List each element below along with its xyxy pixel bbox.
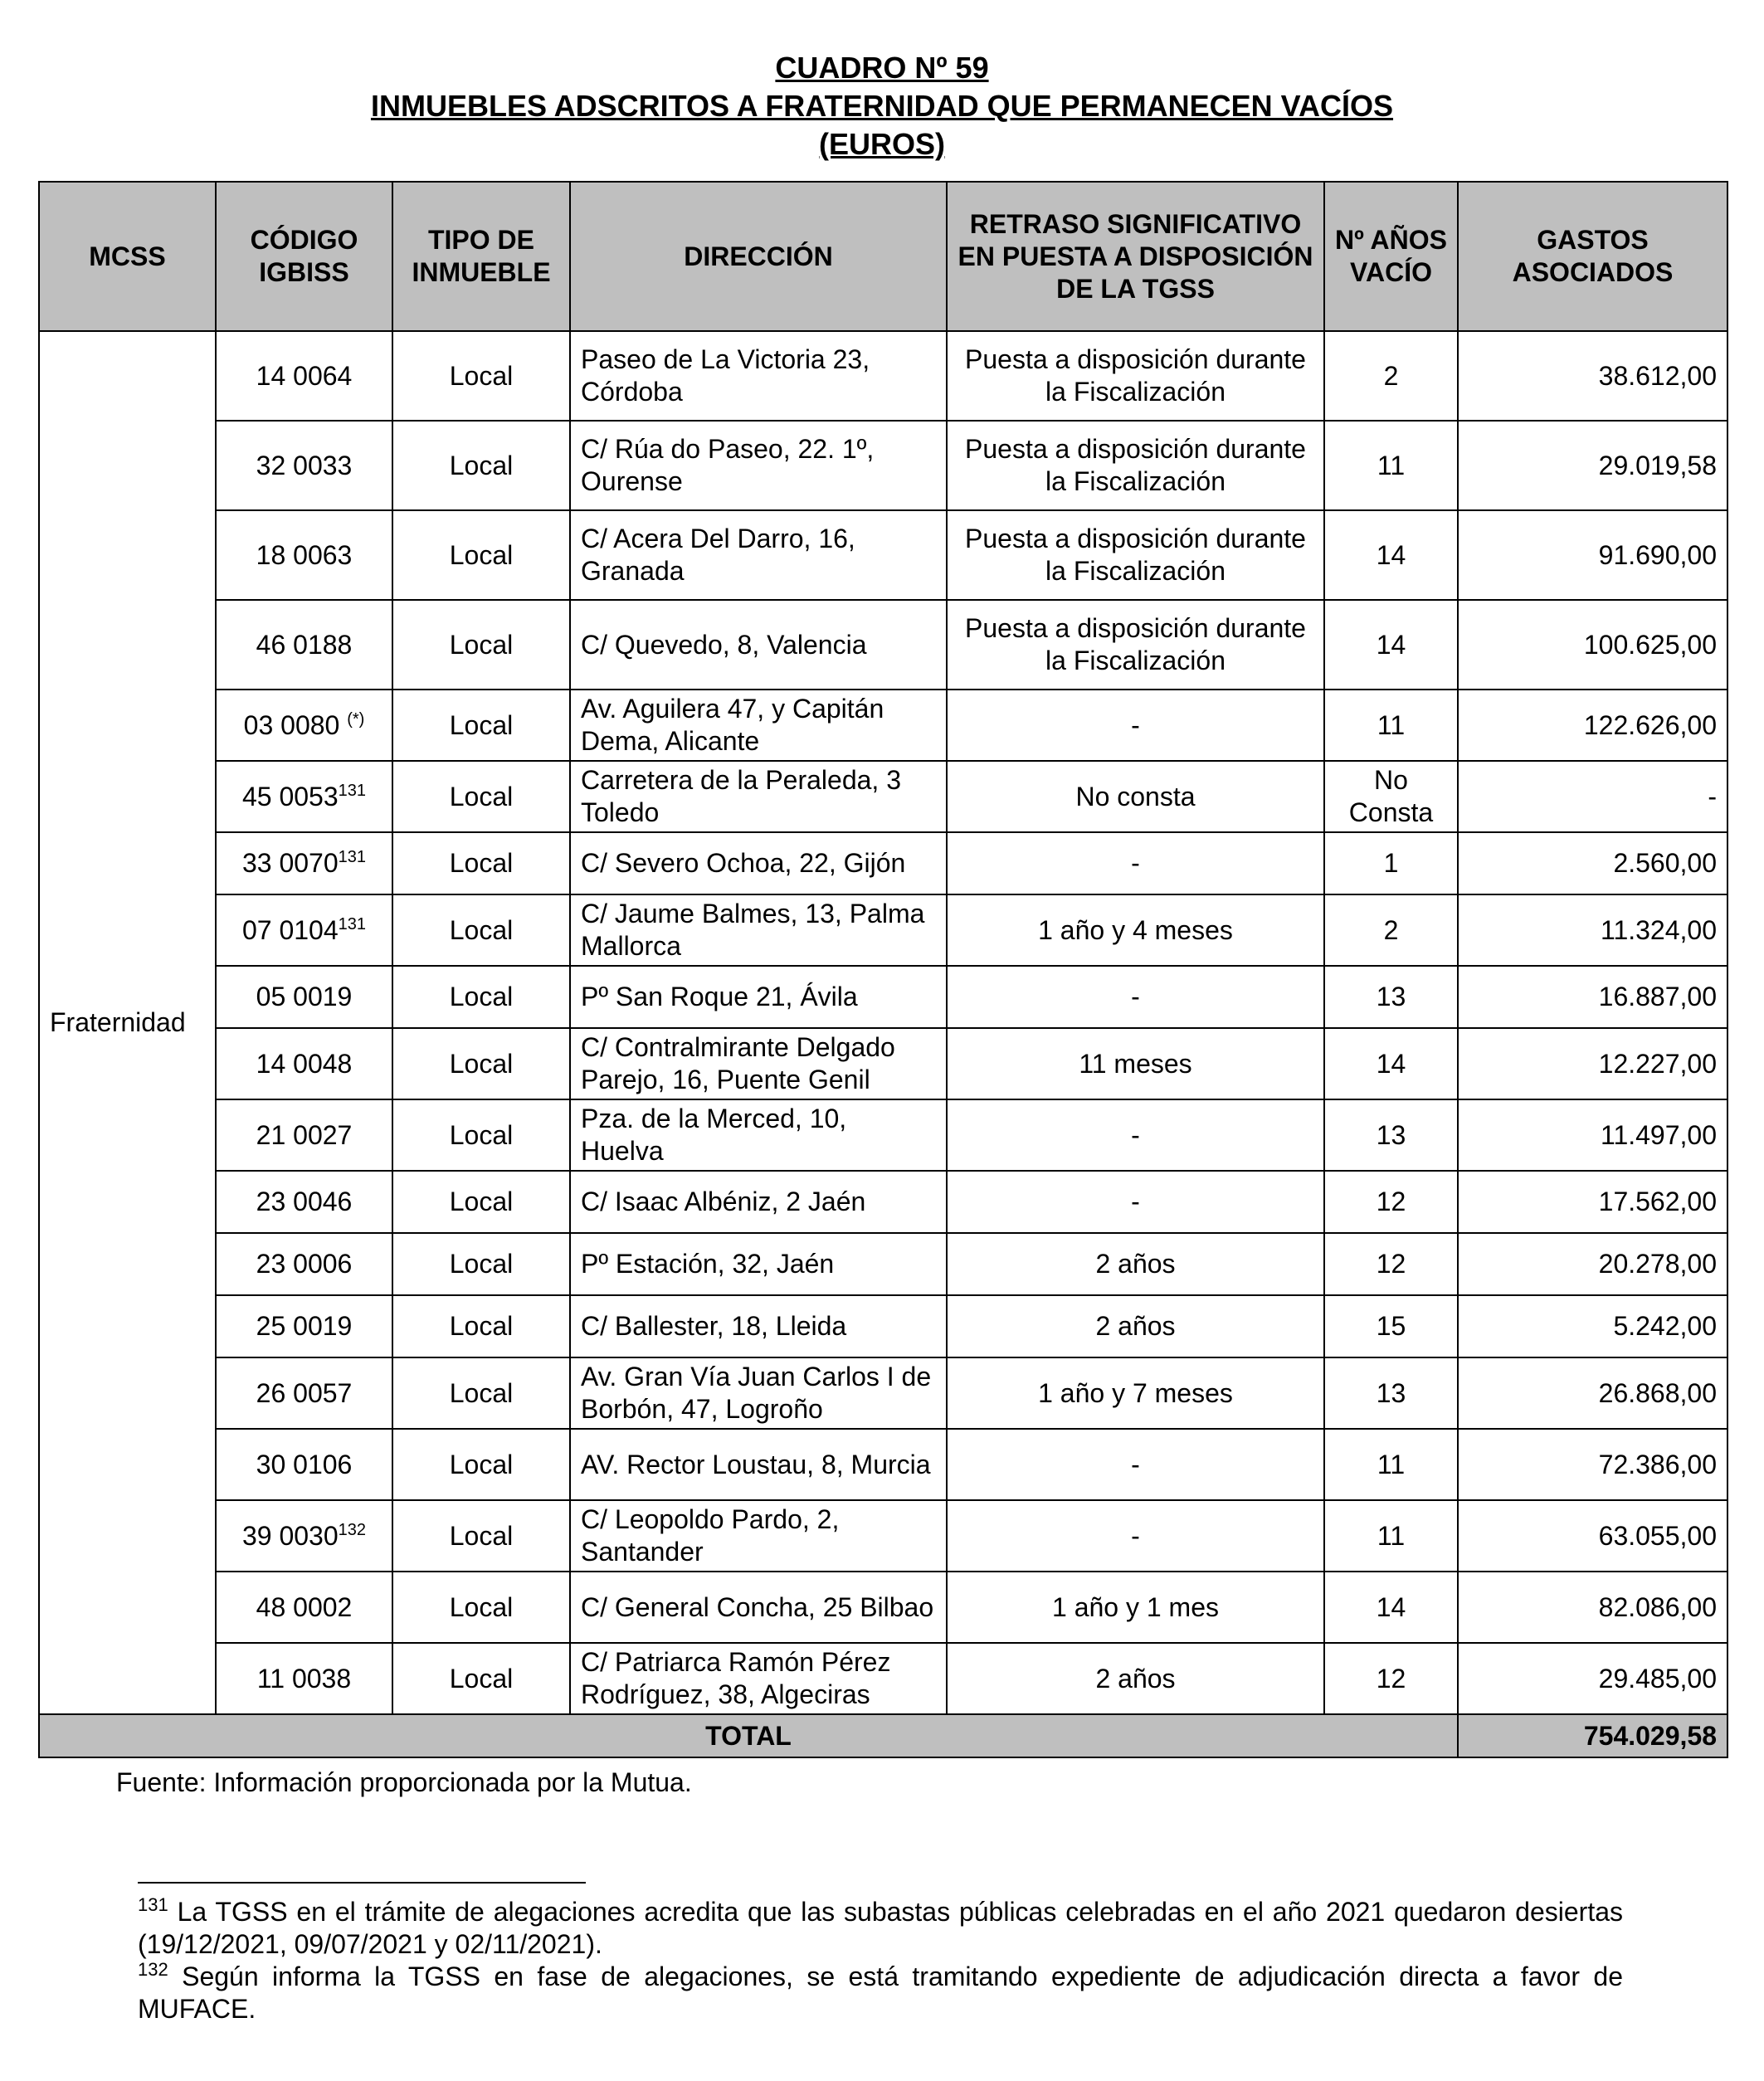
codigo-cell	[216, 1099, 392, 1171]
direccion-cell: C/ Quevedo, 8, Valencia	[570, 600, 947, 690]
anos-cell: 14	[1324, 1028, 1458, 1099]
anos-cell: 11	[1324, 690, 1458, 761]
retraso-cell: 11 meses	[947, 1028, 1324, 1099]
footnote-ref: 131	[338, 848, 367, 866]
footnote-number: 131	[138, 1894, 168, 1915]
table-row	[39, 690, 1727, 761]
anos-cell: 12	[1324, 1643, 1458, 1714]
footnote-text: La TGSS en el trámite de alegaciones acredita que las subastas públicas celebradas en el año 2021 quedaron desiertas (19/12/2021, 09/07/2021 y 02/11/2021).	[138, 1897, 1623, 1959]
codigo-value: 14 0064	[256, 360, 353, 391]
anos-cell: 14	[1324, 600, 1458, 690]
gastos-cell: 26.868,00	[1458, 1357, 1727, 1429]
table-row	[39, 1171, 1727, 1233]
anos-cell: 11	[1324, 421, 1458, 510]
codigo-value: 46 0188	[256, 629, 353, 660]
retraso-cell: -	[947, 690, 1324, 761]
footnote-131	[138, 1896, 1623, 1961]
codigo-cell	[216, 1171, 392, 1233]
anos-cell: No Consta	[1324, 761, 1458, 832]
tipo-cell: Local	[392, 1429, 570, 1500]
gastos-cell: 12.227,00	[1458, 1028, 1727, 1099]
table-row	[39, 331, 1727, 421]
tipo-cell: Local	[392, 1295, 570, 1357]
direccion-cell: Pº San Roque 21, Ávila	[570, 966, 947, 1028]
gastos-cell: 63.055,00	[1458, 1500, 1727, 1572]
properties-table	[38, 181, 1728, 1758]
codigo-value: 25 0019	[256, 1311, 353, 1341]
footnote-separator	[138, 1882, 586, 1884]
codigo-value: 07 0104	[241, 914, 339, 945]
codigo-cell	[216, 1572, 392, 1643]
codigo-value: 30 0106	[256, 1449, 353, 1479]
codigo-value: 26 0057	[256, 1377, 353, 1408]
total-row	[39, 1714, 1727, 1757]
direccion-cell: AV. Rector Loustau, 8, Murcia	[570, 1429, 947, 1500]
tipo-cell: Local	[392, 894, 570, 966]
retraso-cell: 2 años	[947, 1233, 1324, 1295]
direccion-cell: C/ Leopoldo Pardo, 2, Santander	[570, 1500, 947, 1572]
table-row	[39, 832, 1727, 894]
table-row	[39, 1233, 1727, 1295]
gastos-cell: 122.626,00	[1458, 690, 1727, 761]
retraso-cell: -	[947, 966, 1324, 1028]
gastos-cell: 38.612,00	[1458, 331, 1727, 421]
tipo-cell: Local	[392, 1099, 570, 1171]
codigo-cell	[216, 510, 392, 600]
anos-cell: 2	[1324, 331, 1458, 421]
footnote-number: 132	[138, 1959, 168, 1980]
tipo-cell: Local	[392, 331, 570, 421]
direccion-cell: Av. Aguilera 47, y Capitán Dema, Alicante	[570, 690, 947, 761]
tipo-cell: Local	[392, 1028, 570, 1099]
table-row	[39, 600, 1727, 690]
footnotes	[138, 1896, 1623, 2025]
codigo-value: 45 0053	[241, 781, 339, 811]
header-retraso: RETRASO SIGNIFICATIVO EN PUESTA A DISPOSICIÓN DE LA TGSS	[947, 182, 1324, 331]
retraso-cell: -	[947, 1429, 1324, 1500]
codigo-value: 03 0080	[243, 709, 348, 740]
codigo-cell	[216, 1028, 392, 1099]
footnote-ref: 131	[338, 781, 367, 800]
retraso-cell: 2 años	[947, 1295, 1324, 1357]
codigo-cell	[216, 1643, 392, 1714]
codigo-cell	[216, 1233, 392, 1295]
anos-cell: 12	[1324, 1171, 1458, 1233]
gastos-cell: 2.560,00	[1458, 832, 1727, 894]
tipo-cell: Local	[392, 966, 570, 1028]
codigo-value: 11 0038	[256, 1663, 352, 1694]
tipo-cell: Local	[392, 421, 570, 510]
codigo-cell	[216, 1429, 392, 1500]
codigo-cell	[216, 832, 392, 894]
direccion-cell: C/ General Concha, 25 Bilbao	[570, 1572, 947, 1643]
gastos-cell: 72.386,00	[1458, 1429, 1727, 1500]
table-row	[39, 510, 1727, 600]
table-row	[39, 1295, 1727, 1357]
direccion-cell: C/ Jaume Balmes, 13, Palma Mallorca	[570, 894, 947, 966]
total-value: 754.029,58	[1458, 1714, 1727, 1757]
anos-cell: 11	[1324, 1429, 1458, 1500]
tipo-cell: Local	[392, 510, 570, 600]
direccion-cell: Carretera de la Peraleda, 3 Toledo	[570, 761, 947, 832]
gastos-cell: 29.485,00	[1458, 1643, 1727, 1714]
tipo-cell: Local	[392, 1572, 570, 1643]
tipo-cell: Local	[392, 1643, 570, 1714]
gastos-cell: 20.278,00	[1458, 1233, 1727, 1295]
gastos-cell: 5.242,00	[1458, 1295, 1727, 1357]
retraso-cell: -	[947, 1099, 1324, 1171]
retraso-cell: Puesta a disposición durante la Fiscalización	[947, 331, 1324, 421]
codigo-value: 48 0002	[256, 1591, 353, 1622]
codigo-cell	[216, 690, 392, 761]
header-gastos: GASTOS ASOCIADOS	[1458, 182, 1727, 331]
tipo-cell: Local	[392, 1357, 570, 1429]
gastos-cell: 16.887,00	[1458, 966, 1727, 1028]
codigo-value: 21 0027	[256, 1119, 353, 1150]
direccion-cell: C/ Ballester, 18, Lleida	[570, 1295, 947, 1357]
table-row	[39, 894, 1727, 966]
codigo-value: 14 0048	[256, 1048, 353, 1079]
direccion-cell: Av. Gran Vía Juan Carlos I de Borbón, 47, Logroño	[570, 1357, 947, 1429]
table-row	[39, 966, 1727, 1028]
retraso-cell: Puesta a disposición durante la Fiscalización	[947, 600, 1324, 690]
direccion-cell: C/ Acera Del Darro, 16, Granada	[570, 510, 947, 600]
gastos-cell: 82.086,00	[1458, 1572, 1727, 1643]
anos-cell: 1	[1324, 832, 1458, 894]
header-tipo: TIPO DE INMUEBLE	[392, 182, 570, 331]
codigo-value: 23 0006	[256, 1249, 353, 1279]
direccion-cell: C/ Patriarca Ramón Pérez Rodríguez, 38, Algeciras	[570, 1643, 947, 1714]
header-anos: Nº AÑOS VACÍO	[1324, 182, 1458, 331]
table-subtitle: INMUEBLES ADSCRITOS A FRATERNIDAD QUE PERMANECEN VACÍOS	[370, 89, 1394, 123]
table-row	[39, 1500, 1727, 1572]
header-codigo: CÓDIGO IGBISS	[216, 182, 392, 331]
codigo-cell	[216, 966, 392, 1028]
retraso-cell: Puesta a disposición durante la Fiscalización	[947, 421, 1324, 510]
gastos-cell: 17.562,00	[1458, 1171, 1727, 1233]
footnote-ref: (*)	[347, 709, 365, 729]
direccion-cell: C/ Contralmirante Delgado Parejo, 16, Puente Genil	[570, 1028, 947, 1099]
footnote-ref: 131	[338, 914, 367, 933]
direccion-cell: Pza. de la Merced, 10, Huelva	[570, 1099, 947, 1171]
codigo-cell	[216, 1357, 392, 1429]
anos-cell: 13	[1324, 966, 1458, 1028]
direccion-cell: C/ Isaac Albéniz, 2 Jaén	[570, 1171, 947, 1233]
anos-cell: 14	[1324, 1572, 1458, 1643]
anos-cell: 14	[1324, 510, 1458, 600]
tipo-cell: Local	[392, 832, 570, 894]
codigo-value: 39 0030	[241, 1520, 339, 1551]
anos-cell: 11	[1324, 1500, 1458, 1572]
codigo-value: 05 0019	[256, 982, 353, 1011]
footnote-text: Según informa la TGSS en fase de alegaciones, se está tramitando expediente de adjudicación directa a favor de MUFACE.	[138, 1962, 1623, 2024]
retraso-cell: No consta	[947, 761, 1324, 832]
codigo-cell	[216, 600, 392, 690]
footnote-132	[138, 1961, 1623, 2025]
retraso-cell: 2 años	[947, 1643, 1324, 1714]
gastos-cell: 100.625,00	[1458, 600, 1727, 690]
codigo-cell	[216, 421, 392, 510]
tipo-cell: Local	[392, 761, 570, 832]
mcss-cell: Fraternidad	[39, 331, 216, 1714]
codigo-cell	[216, 761, 392, 832]
codigo-cell	[216, 331, 392, 421]
table-row	[39, 1028, 1727, 1099]
gastos-cell: 29.019,58	[1458, 421, 1727, 510]
codigo-value: 23 0046	[256, 1187, 353, 1216]
source-note: Fuente: Información proporcionada por la Mutua.	[116, 1767, 692, 1797]
header-row	[39, 182, 1727, 331]
retraso-cell: 1 año y 4 meses	[947, 894, 1324, 966]
direccion-cell: C/ Severo Ochoa, 22, Gijón	[570, 832, 947, 894]
table-row	[39, 1572, 1727, 1643]
anos-cell: 12	[1324, 1233, 1458, 1295]
retraso-cell: -	[947, 1500, 1324, 1572]
anos-cell: 13	[1324, 1357, 1458, 1429]
direccion-cell: C/ Rúa do Paseo, 22. 1º, Ourense	[570, 421, 947, 510]
header-direccion: DIRECCIÓN	[570, 182, 947, 331]
footnote-ref: 132	[338, 1520, 367, 1539]
codigo-value: 33 0070	[241, 848, 339, 878]
total-label: TOTAL	[39, 1714, 1458, 1757]
codigo-value: 32 0033	[256, 450, 353, 480]
anos-cell: 15	[1324, 1295, 1458, 1357]
codigo-cell	[216, 1295, 392, 1357]
gastos-cell: 11.497,00	[1458, 1099, 1727, 1171]
direccion-cell: Paseo de La Victoria 23, Córdoba	[570, 331, 947, 421]
table-units: (EUROS)	[819, 127, 945, 161]
table-row	[39, 1643, 1727, 1714]
retraso-cell: Puesta a disposición durante la Fiscalización	[947, 510, 1324, 600]
codigo-cell	[216, 1500, 392, 1572]
anos-cell: 13	[1324, 1099, 1458, 1171]
tipo-cell: Local	[392, 1500, 570, 1572]
gastos-cell: -	[1458, 761, 1727, 832]
gastos-cell: 91.690,00	[1458, 510, 1727, 600]
tipo-cell: Local	[392, 690, 570, 761]
codigo-cell	[216, 894, 392, 966]
table-row	[39, 1429, 1727, 1500]
tipo-cell: Local	[392, 1233, 570, 1295]
header-mcss: MCSS	[39, 182, 216, 331]
table-row	[39, 1099, 1727, 1171]
codigo-value: 18 0063	[256, 539, 353, 570]
retraso-cell: 1 año y 1 mes	[947, 1572, 1324, 1643]
table-row	[39, 761, 1727, 832]
direccion-cell: Pº Estación, 32, Jaén	[570, 1233, 947, 1295]
anos-cell: 2	[1324, 894, 1458, 966]
retraso-cell: -	[947, 1171, 1324, 1233]
retraso-cell: 1 año y 7 meses	[947, 1357, 1324, 1429]
tipo-cell: Local	[392, 600, 570, 690]
table-body	[39, 331, 1727, 1714]
table-row	[39, 1357, 1727, 1429]
retraso-cell: -	[947, 832, 1324, 894]
table-row	[39, 421, 1727, 510]
tipo-cell: Local	[392, 1171, 570, 1233]
gastos-cell: 11.324,00	[1458, 894, 1727, 966]
table-title: CUADRO Nº 59	[775, 51, 989, 85]
